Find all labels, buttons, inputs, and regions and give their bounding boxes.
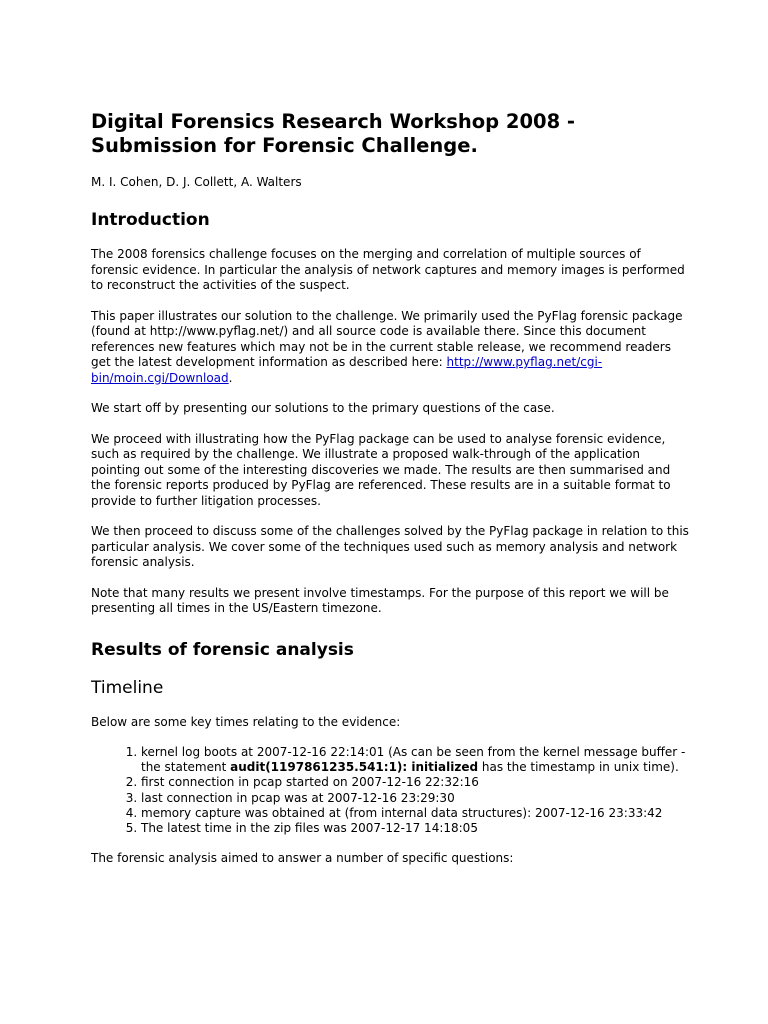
intro-paragraph-5: We then proceed to discuss some of the challenges solved by the PyFlag package in relation to this particular analysis. We cover some of the techniques used such as memory analysis and network forensic analysis. bbox=[91, 524, 689, 569]
timeline-intro: Below are some key times relating to the evidence: bbox=[91, 714, 401, 729]
timeline-item: 5. The latest time in the zip files was 2007-12-17 14:18:05 bbox=[141, 821, 691, 836]
intro-paragraph-3: We start off by presenting our solutions to the primary questions of the case. bbox=[91, 401, 555, 415]
intro-paragraph-1: The 2008 forensics challenge focuses on the merging and correlation of multiple sources of forensic evidence. In particular the analysis of network captures and memory images is performed to reconstruct the activities of the suspect. bbox=[91, 247, 685, 292]
pyflag-download-link[interactable]: http://www.pyflag.net/cgi-bin/moin.cgi/Download bbox=[91, 355, 603, 385]
timeline-item-1-pre: kernel log boots at 2007-12-16 22:14:01 (As can be seen from the kernel message buffer - the statement bbox=[141, 745, 686, 775]
timeline-heading: Timeline bbox=[91, 677, 164, 698]
timeline-item: 3. last connection in pcap was at 2007-12-16 23:29:30 bbox=[141, 791, 691, 806]
audit-statement: audit(1197861235.541:1): initialized bbox=[230, 760, 479, 775]
intro-paragraph-2-end: . bbox=[228, 370, 233, 385]
intro-paragraph-4: We proceed with illustrating how the PyFlag package can be used to analyse forensic evidence, such as required by the challenge. We illustrate a proposed walk-through of the application pointing out some of the interesting discoveries we made. The results are then summarised and the forensic reports produced by PyFlag are referenced. These results are in a suitable format to provide to further litigation processes. bbox=[91, 431, 671, 508]
timeline-item bbox=[141, 745, 691, 775]
timeline-item: 4. memory capture was obtained at (from internal data structures): 2007-12-16 23:33:42 bbox=[141, 806, 691, 821]
results-heading: Results of forensic analysis bbox=[91, 639, 354, 660]
intro-paragraph-2 bbox=[91, 309, 691, 387]
intro-paragraph-6: Note that many results we present involve timestamps. For the purpose of this report we will be presenting all times in the US/Eastern timezone. bbox=[91, 585, 669, 615]
closing-paragraph: The forensic analysis aimed to answer a number of specific questions: bbox=[91, 851, 514, 866]
title-line-2: Submission for Forensic Challenge. bbox=[91, 134, 478, 157]
timeline-item: 2. first connection in pcap started on 2007-12-16 22:32:16 bbox=[141, 775, 691, 790]
introduction-heading: Introduction bbox=[91, 210, 210, 230]
intro-paragraph-2-text: This paper illustrates our solution to the challenge. We primarily used the PyFlag forensic package (found at http://www.pyflag.net/) and all source code is available there. Since this document references new features which may not be in the current stable release, we recommend readers get the latest development information as described here: bbox=[91, 308, 683, 369]
timeline-list bbox=[91, 745, 691, 836]
timeline-item-1-post: has the timestamp in unix time). bbox=[478, 760, 679, 775]
title-line-1: Digital Forensics Research Workshop 2008 - bbox=[91, 110, 576, 133]
document-page bbox=[91, 110, 691, 882]
document-title bbox=[91, 110, 691, 158]
authors: M. I. Cohen, D. J. Collett, A. Walters bbox=[91, 175, 302, 189]
